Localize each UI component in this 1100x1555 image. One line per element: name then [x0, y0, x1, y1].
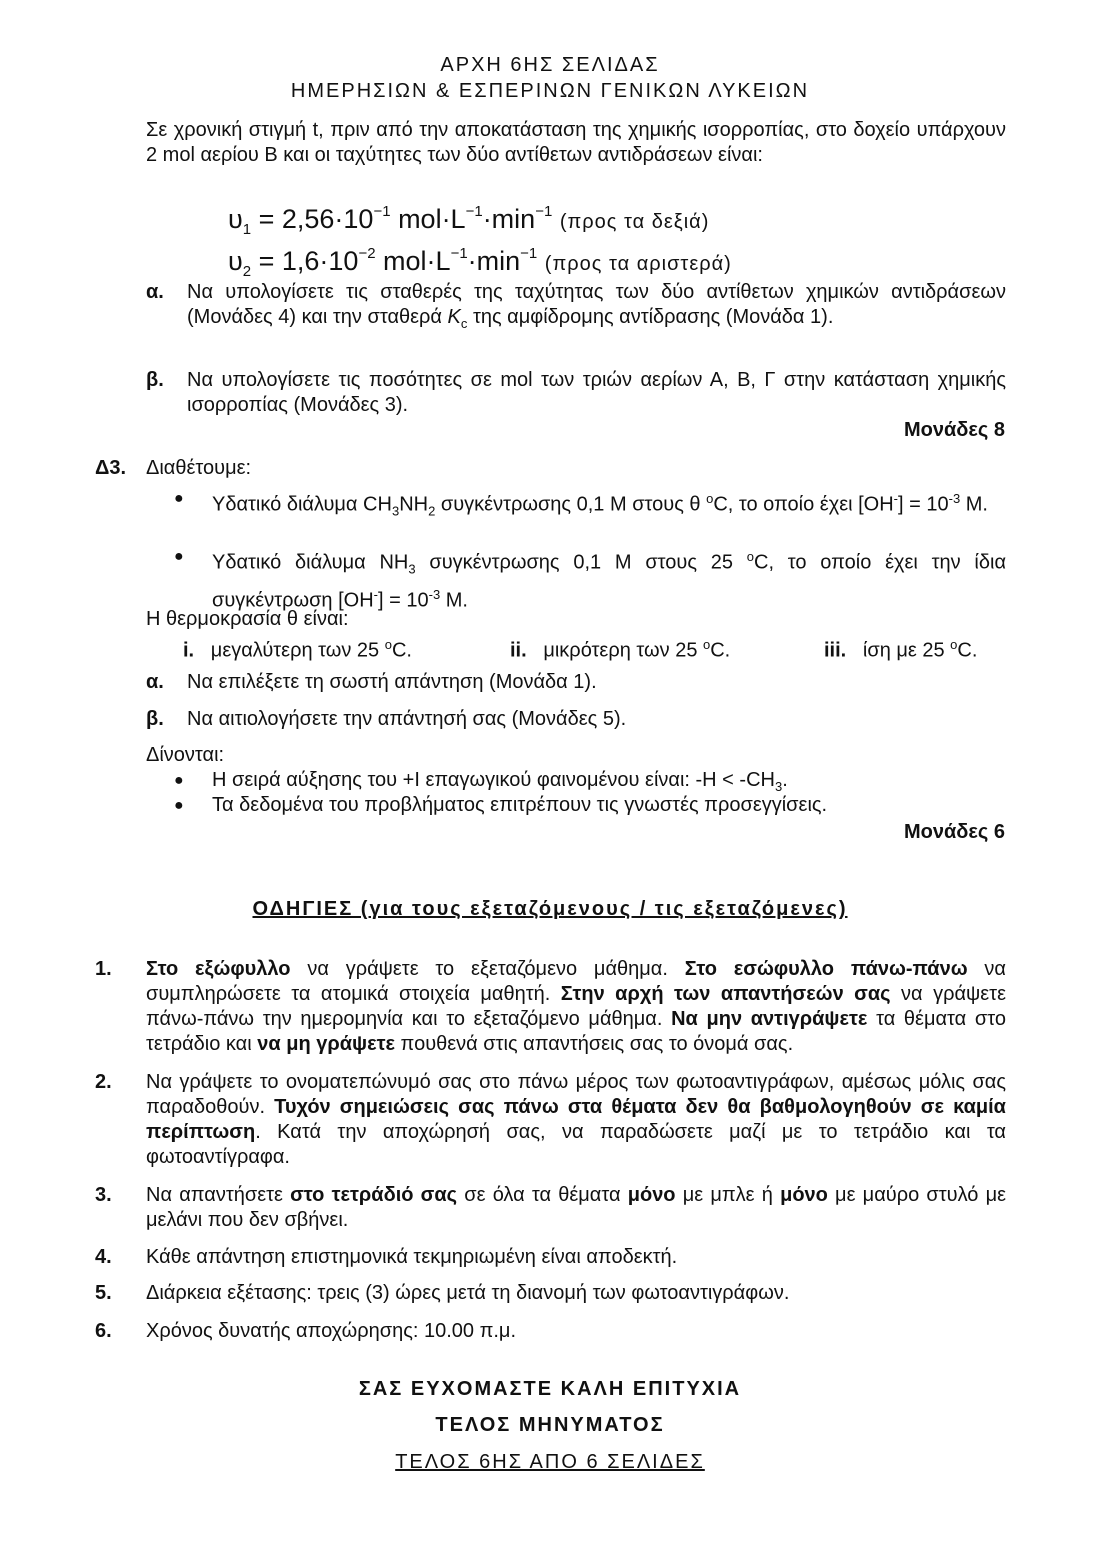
d3-b2-m1: συγκέντρωσης 0,1 Μ στους 25 — [415, 551, 747, 574]
i3-b2: μόνο — [627, 1184, 676, 1206]
option-iii — [824, 632, 977, 664]
i3-t1: Να απαντήσετε — [146, 1184, 291, 1206]
d3-given: Δίνονται: — [146, 744, 225, 766]
d3-a-label: α. — [146, 671, 164, 693]
option-i-unit: C. — [391, 639, 412, 662]
option-ii — [510, 632, 730, 664]
i3-b1: στο τετράδιό σας — [290, 1184, 458, 1206]
option-i-label: i. — [183, 639, 195, 662]
i1-t2: να συμπληρώσετε τα ατομικά στοιχεία μαθητή. — [146, 958, 1006, 1005]
eq1-unit-mol: mol·L — [390, 204, 466, 234]
option-iii-degree: o — [950, 637, 958, 652]
d3-b2-m3: ] = 10 — [378, 589, 429, 612]
eq2-direction: (προς τα αριστερά) — [544, 253, 732, 275]
i1-t4: τα θέματα στο τετράδιο και — [146, 1008, 1006, 1055]
i3-b3: μόνο — [780, 1184, 828, 1206]
d3-b1-pre: Υδατικό διάλυμα CH — [212, 493, 392, 516]
bullet-icon: ● — [174, 490, 184, 507]
d3-b2-end: M. — [440, 589, 468, 612]
given1-sub: 3 — [774, 779, 783, 794]
instruction-3 — [146, 1183, 1006, 1233]
option-i-degree: o — [384, 637, 392, 652]
eq2-symbol: υ — [228, 246, 243, 276]
d3-b1-m3: C, το οποίο έχει [OH — [713, 493, 894, 516]
d2-b-text: Να υπολογίσετε τις ποσότητες σε mol των τριών αερίων Α, Β, Γ στην κατάσταση χημικής ισορροπίας (Μονάδες 3). — [187, 369, 1006, 416]
eq1-direction: (προς τα δεξιά) — [559, 211, 710, 233]
given1-pre: Η σειρά αύξησης του +I επαγωγικού φαινομένου είναι: -H < -CH — [212, 769, 775, 791]
d3-b1-exp: -3 — [948, 491, 961, 506]
i1-t3: να γράψετε πάνω-πάνω την ημερομηνία και το εξεταζόμενο μάθημα. — [146, 983, 1006, 1030]
option-ii-unit: C. — [710, 639, 731, 662]
d3-b1-sub1: 3 — [391, 503, 400, 519]
eq1-unit-exp: −1 — [465, 203, 483, 220]
i1-b3: Στην αρχή των απαντήσεών σας — [560, 983, 891, 1005]
bullet-icon: ● — [174, 772, 184, 789]
d3-b2-minus: - — [373, 586, 379, 602]
instruction-1-number: 1. — [95, 958, 112, 980]
given1-end: . — [782, 769, 788, 791]
d3-b1-degree: o — [706, 491, 714, 506]
i1-b5: να μη γράψετε — [257, 1033, 395, 1055]
instruction-6: Χρόνος δυνατής αποχώρησης: 10.00 π.μ. — [146, 1320, 517, 1342]
d3-b1-end: M. — [960, 493, 988, 516]
eq1-exponent: −1 — [373, 203, 391, 220]
instruction-3-number: 3. — [95, 1184, 112, 1206]
i2-b1: Τυχόν σημειώσεις σας πάνω στα θέματα δεν θα βαθμολογηθούν σε καμία περίπτωση — [146, 1096, 1006, 1143]
page-header-line2: ΗΜΕΡΗΣΙΩΝ & ΕΣΠΕΡΙΝΩΝ ΓΕΝΙΚΩΝ ΛΥΚΕΙΩΝ — [290, 80, 810, 102]
d3-b1-m2: συγκέντρωσης 0,1 Μ στους θ — [435, 493, 707, 516]
d3-b2-exp: -3 — [428, 586, 441, 602]
eq2-exponent: −2 — [358, 245, 376, 262]
d3-intro: Διαθέτουμε: — [146, 457, 252, 479]
i1-t1: να γράψετε το εξεταζόμενο μάθημα. — [290, 958, 685, 980]
instruction-5-number: 5. — [95, 1282, 112, 1304]
eq2-min-exp: −1 — [520, 245, 538, 262]
d2-b-label: β. — [146, 369, 164, 391]
bullet-icon: ● — [174, 797, 184, 814]
instruction-1 — [146, 957, 1006, 1057]
instructions-title: ΟΔΗΓΙΕΣ (για τους εξεταζόμενους / τις εξεταζόμενες) — [252, 898, 848, 920]
i1-t5: πουθενά στις απαντήσεις σας το όνομά σας. — [395, 1033, 794, 1055]
eq2-subscript: 2 — [242, 263, 252, 280]
i3-t2: σε όλα τα θέματα — [457, 1184, 628, 1206]
option-iii-unit: C. — [957, 639, 978, 662]
eq1-subscript: 1 — [242, 221, 252, 238]
d2-a-text — [187, 280, 1006, 336]
eq1-min-exp: −1 — [535, 203, 553, 220]
eq1-symbol: υ — [228, 204, 243, 234]
d3-points: Μονάδες 6 — [904, 821, 1005, 843]
d3-b2-degree: o — [746, 549, 755, 564]
d3-b1-m4: ] = 10 — [898, 493, 949, 516]
instruction-2 — [146, 1070, 1006, 1170]
i3-t3: με μπλε ή — [675, 1184, 781, 1206]
d3-temp-question: Η θερμοκρασία θ είναι: — [146, 608, 349, 630]
eq2-unit-exp: −1 — [450, 245, 468, 262]
i1-b2: Στο εσώφυλλο πάνω-πάνω — [684, 958, 968, 980]
eq2-unit-mol: mol·L — [375, 246, 451, 276]
option-iii-label: iii. — [824, 639, 847, 662]
footer-end-page: ΤΕΛΟΣ 6ΗΣ ΑΠΟ 6 ΣΕΛΙΔΕΣ — [395, 1451, 705, 1473]
d2-a-label: α. — [146, 281, 164, 303]
i1-b1: Στο εξώφυλλο — [146, 958, 291, 980]
eq1-unit-min: ·min — [482, 204, 536, 234]
d3-b1-minus: - — [893, 491, 899, 506]
eq1-value: = 2,56·10 — [251, 204, 374, 234]
option-i — [183, 632, 412, 664]
d3-b2-pre: Υδατικό διάλυμα NH — [212, 551, 409, 574]
d2-a-post: της αμφίδρομης αντίδρασης (Μονάδα 1). — [467, 306, 834, 328]
eq2-value: = 1,6·10 — [251, 246, 359, 276]
i1-b4: Να μην αντιγράψετε — [671, 1008, 868, 1030]
d3-given-2: Τα δεδομένα του προβλήματος επιτρέπουν τις γνωστές προσεγγίσεις. — [212, 794, 828, 816]
d3-b2-sub1: 3 — [408, 561, 416, 577]
d2-points: Μονάδες 8 — [904, 419, 1005, 441]
d3-bullet-2 — [212, 544, 1006, 613]
option-i-text: μεγαλύτερη των 25 — [210, 639, 385, 662]
eq2-unit-min: ·min — [467, 246, 521, 276]
option-ii-label: ii. — [510, 639, 527, 662]
footer-wish: ΣΑΣ ΕΥΧΟΜΑΣΤΕ ΚΑΛΗ ΕΠΙΤΥΧΙΑ — [358, 1378, 742, 1400]
d3-a-text: Να επιλέξετε τη σωστή απάντηση (Μονάδα 1). — [187, 671, 597, 693]
kc-symbol: K — [447, 306, 461, 328]
i2-t2: . Κατά την αποχώρησή σας, να παραδώσετε μαζί με το τετράδιο και τα φωτοαντίγραφα. — [146, 1121, 1006, 1168]
i2-t1: Να γράψετε το ονοματεπώνυμό σας στο πάνω μέρος των φωτοαντιγράφων, αμέσως μόλις σας παραδοθούν. — [146, 1071, 1006, 1118]
option-ii-text: μικρότερη των 25 — [543, 639, 703, 662]
instruction-4: Κάθε απάντηση επιστημονικά τεκμηριωμένη είναι αποδεκτή. — [146, 1246, 678, 1268]
d2-a-pre: Να υπολογίσετε τις σταθερές της ταχύτητας των δύο αντίθετων χημικών αντιδράσεων (Μονάδες 4) και την σταθερά — [187, 281, 1006, 328]
bullet-icon: ● — [174, 548, 184, 565]
option-ii-degree: o — [703, 637, 711, 652]
d3-b-label: β. — [146, 708, 164, 730]
intro-paragraph: Σε χρονική στιγμή t, πριν από την αποκατάσταση της χημικής ισορροπίας, στο δοχείο υπάρχουν 2 mol αερίου Β και οι ταχύτητες των δύο αντίθετων αντιδράσεων είναι: — [146, 119, 1006, 166]
option-iii-text: ίση με 25 — [862, 639, 951, 662]
footer-end-message: ΤΕΛΟΣ ΜΗΝΥΜΑΤΟΣ — [435, 1414, 665, 1436]
i3-t4: με μαύρο στυλό με μελάνι που δεν σβήνει. — [146, 1184, 1007, 1231]
page-header-line1: ΑΡΧΗ 6ΗΣ ΣΕΛΙΔΑΣ — [440, 54, 660, 76]
d3-b2-m2: C, το οποίο έχει την ίδια συγκέντρωση [OH — [212, 551, 1007, 612]
instruction-6-number: 6. — [95, 1320, 112, 1342]
d3-bullet-1 — [212, 486, 1006, 524]
instruction-4-number: 4. — [95, 1246, 112, 1268]
d3-label: Δ3. — [95, 457, 127, 479]
d3-b1-m1: NH — [399, 493, 429, 516]
d3-b1-sub2: 2 — [428, 503, 436, 519]
instruction-2-number: 2. — [95, 1071, 112, 1093]
d3-b-text: Να αιτιολογήσετε την απάντησή σας (Μονάδες 5). — [187, 708, 627, 730]
kc-subscript: c — [460, 316, 468, 331]
instruction-5: Διάρκεια εξέτασης: τρεις (3) ώρες μετά τη διανομή των φωτοαντιγράφων. — [146, 1282, 790, 1304]
